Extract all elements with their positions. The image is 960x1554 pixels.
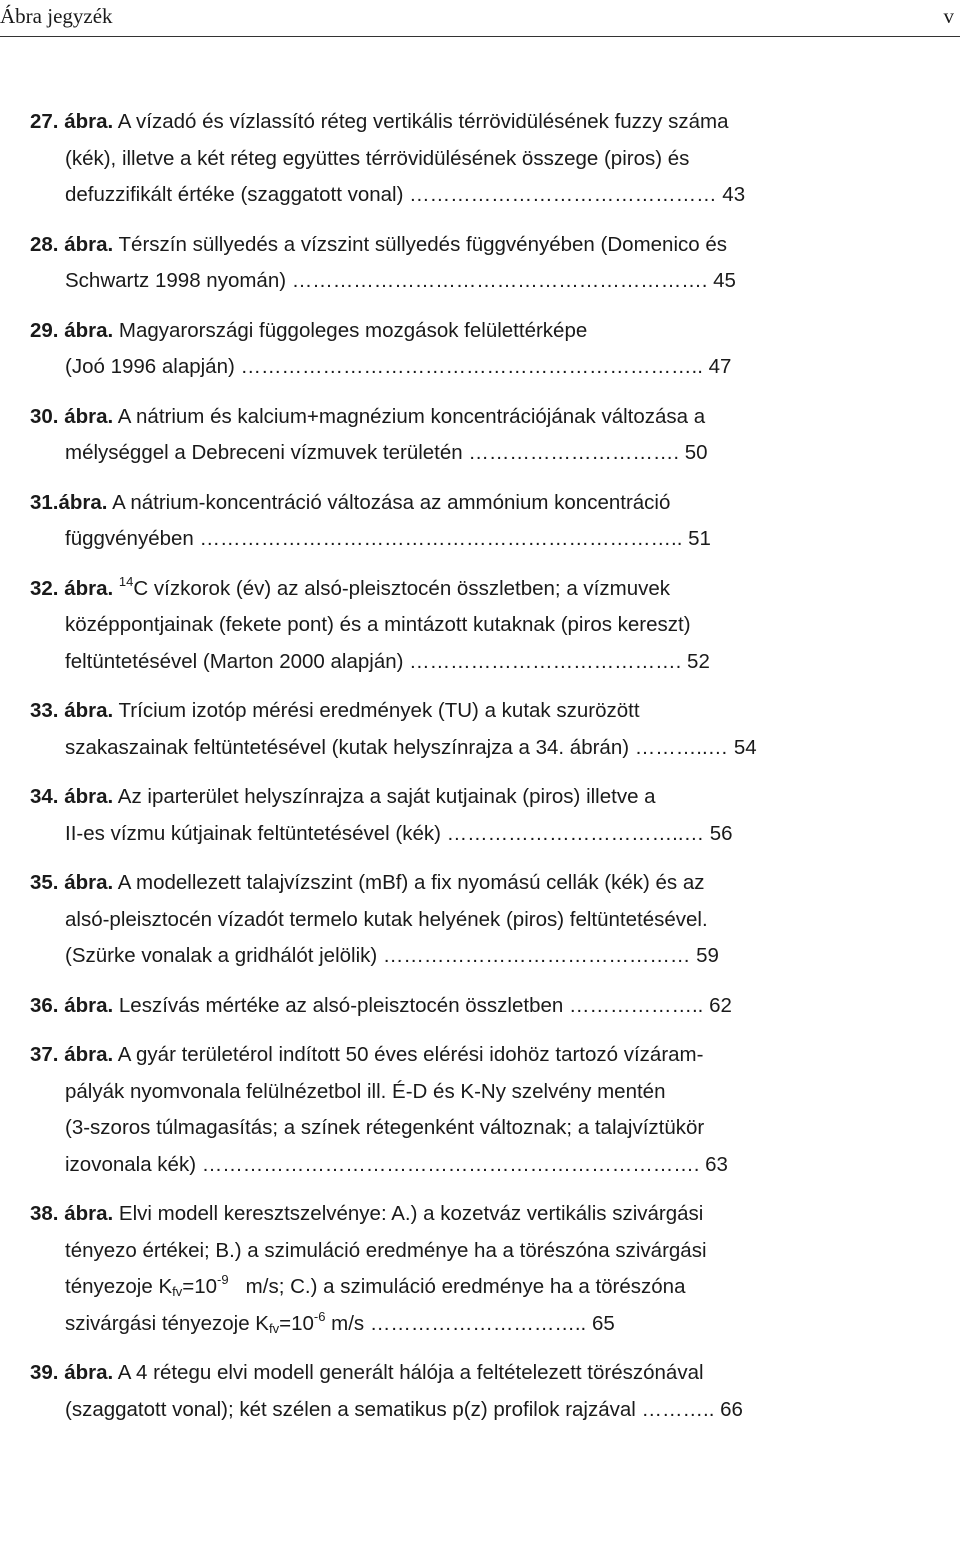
entry-text: (3-szoros túlmagasítás; a színek rétegenként változnak; a talajvíztükör (65, 1116, 705, 1139)
entry-text: Elvi modell keresztszelvénye: A.) a kozetváz vertikális szivárgási (118, 1202, 704, 1225)
figure-number: 37. ábra. (30, 1043, 114, 1066)
list-item[interactable] (30, 865, 930, 975)
figure-number: 33. ábra. (30, 699, 114, 722)
entry-text: Térszín süllyedés a vízszint süllyedés függvényében (Domenico és (118, 232, 727, 256)
entry-text: A nátrium és kalcium+magnézium koncentrációjának változása a (117, 404, 706, 428)
figure-number: 32. ábra. (30, 576, 114, 600)
formula-exponent: -6 (313, 1308, 326, 1324)
entry-text: középpontjainak (fekete pont) és a mintázott kutaknak (piros kereszt) (65, 613, 691, 636)
entry-text: (kék), illetve a két réteg együttes térrövidülésének összege (piros) és (65, 146, 690, 170)
list-item[interactable] (30, 988, 930, 1025)
figure-number: 31.ábra. (30, 490, 108, 514)
list-item[interactable] (30, 693, 930, 766)
formula-text: =10 (182, 1275, 218, 1298)
entry-text-with-page: szakaszainak feltüntetésével (kutak helyszínrajza a 34. ábrán) ………..… 54 (65, 735, 757, 759)
figure-number: 27. ábra. (30, 110, 114, 133)
figure-number: 28. ábra. (30, 232, 114, 256)
entry-text-with-page: függvényében …………………………………………………………….. 51 (65, 527, 711, 550)
entry-text-formula (30, 1269, 930, 1306)
entry-text: Magyarországi függoleges mozgások felülettérképe (118, 318, 588, 342)
header-page-number: v (943, 4, 954, 28)
formula-subscript: fv (172, 1284, 183, 1299)
entry-text: Az iparterület helyszínrajza a saját kutjainak (piros) illetve a (117, 785, 656, 808)
list-item[interactable] (30, 571, 930, 681)
figure-number: 30. ábra. (30, 404, 114, 428)
entry-text-with-page: mélységgel a Debreceni vízmuvek területén …………………………. 50 (65, 441, 708, 464)
figure-number: 38. ábra. (30, 1202, 114, 1225)
list-item[interactable] (30, 399, 930, 472)
entry-text: A nátrium-koncentráció változása az ammónium koncentráció (112, 490, 671, 514)
formula-text: =10 (279, 1311, 314, 1335)
entry-text-with-page: Leszívás mértéke az alsó-pleisztocén összletben ……………….. 62 (118, 993, 732, 1017)
list-item[interactable] (30, 779, 930, 852)
entry-text: C vízkorok (év) az alsó-pleisztocén összletben; a vízmuvek (133, 576, 670, 600)
list-item[interactable] (30, 1355, 930, 1428)
formula-text: m/s; C.) a szimuláció eredménye ha a törészóna (228, 1275, 686, 1298)
formula-text: szivárgási tényezoje K (65, 1311, 269, 1335)
figure-list (30, 104, 930, 1441)
entry-text: A vízadó és vízlassító réteg vertikális térrövidülésének fuzzy száma (117, 110, 729, 133)
list-item[interactable] (30, 227, 930, 300)
entry-text-formula (30, 1306, 930, 1343)
entry-text-with-page: (szaggatott vonal); két szélen a sematikus p(z) profilok rajzával ……….. 66 (65, 1397, 743, 1421)
figure-number: 29. ábra. (30, 318, 114, 342)
list-item[interactable] (30, 485, 930, 558)
formula-text: m/s ………………………….. 65 (325, 1311, 615, 1335)
formula-exponent: -9 (217, 1272, 229, 1287)
entry-text: alsó-pleisztocén vízadót termelo kutak helyének (piros) feltüntetésével. (65, 907, 708, 931)
figure-number: 36. ábra. (30, 993, 114, 1017)
page-header (0, 0, 960, 37)
entry-text: pályák nyomvonala felülnézetbol ill. É-D és K-Ny szelvény mentén (65, 1079, 666, 1103)
header-title: Ábra jegyzék (0, 4, 113, 28)
figure-number: 35. ábra. (30, 871, 114, 894)
entry-text: A modellezett talajvízszint (mBf) a fix nyomású cellák (kék) és az (117, 871, 705, 894)
entry-text-with-page: feltüntetésével (Marton 2000 alapján) …………………………………. 52 (65, 649, 710, 673)
entry-text-with-page: (Szürke vonalak a gridhálót jelölik) ……………………………………… 59 (65, 944, 719, 967)
figure-number: 39. ábra. (30, 1361, 114, 1384)
entry-text-with-page: izovonala kék) ………………………………………………………………. 63 (65, 1152, 728, 1176)
entry-text: Trícium izotóp mérési eredmények (TU) a kutak szurözött (118, 699, 640, 722)
formula-text: tényezoje K (65, 1275, 173, 1298)
list-item[interactable] (30, 313, 930, 386)
entry-text-with-page: II-es vízmu kútjainak feltüntetésével (kék) ……………………………..… 56 (65, 821, 733, 845)
formula-subscript: fv (268, 1320, 280, 1336)
entry-text: A 4 rétegu elvi modell generált hálója a feltételezett törészónával (117, 1361, 704, 1384)
entry-text: A gyár területérol indított 50 éves elérési idohöz tartozó vízáram- (117, 1043, 704, 1066)
entry-text-with-page: Schwartz 1998 nyomán) ……………………………………………………. 45 (65, 269, 736, 292)
entry-text-with-page: defuzzifikált értéke (szaggatott vonal) ……………………………………… 43 (65, 183, 746, 206)
isotope-superscript: 14 (118, 573, 134, 589)
list-item[interactable] (30, 1196, 930, 1342)
list-item[interactable] (30, 104, 930, 214)
entry-text: tényezo értékei; B.) a szimuláció eredménye ha a törészóna szivárgási (65, 1238, 707, 1262)
list-item[interactable] (30, 1037, 930, 1183)
entry-text-with-page: (Joó 1996 alapján) ………………………………………………………….. 47 (65, 355, 732, 378)
figure-number: 34. ábra. (30, 785, 114, 808)
